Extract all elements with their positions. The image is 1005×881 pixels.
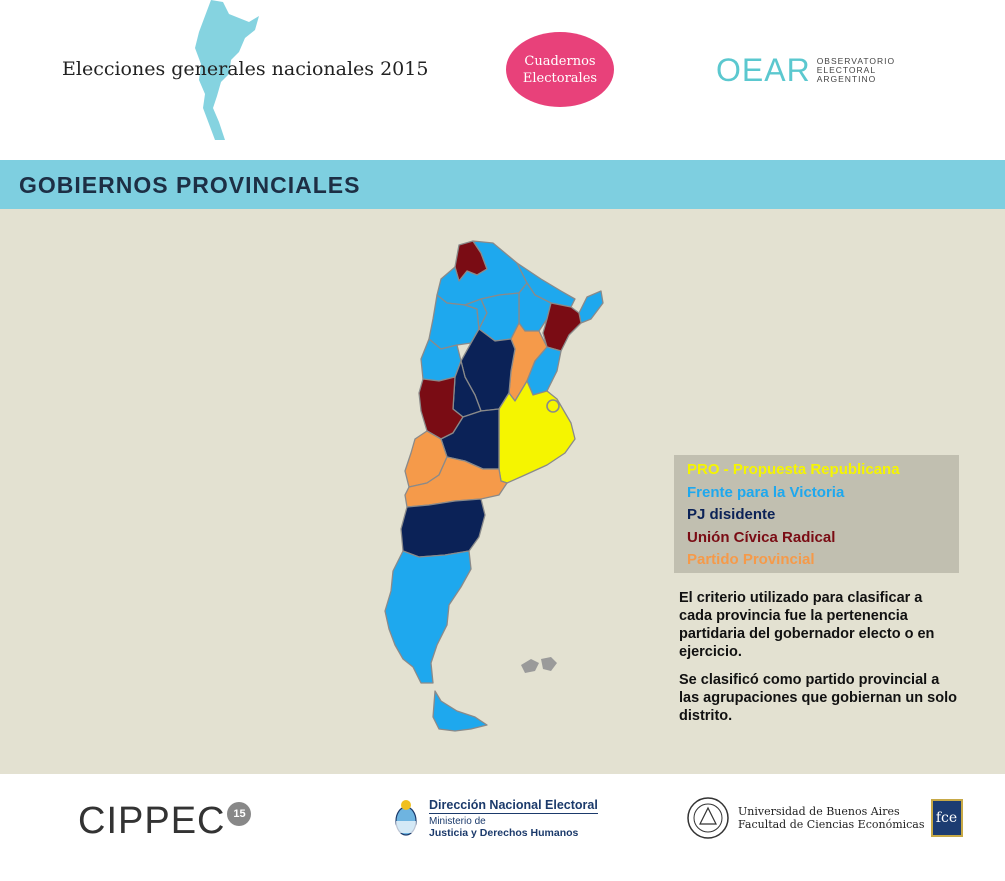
province-misiones [579,291,603,323]
legend-item: PJ disidente [687,506,776,523]
section-title: GOBIERNOS PROVINCIALES [19,172,361,198]
cuadernos-electorales-logo [506,32,614,107]
header [0,0,1005,160]
province-tierra-del-fuego [433,691,487,731]
uba-line2: Facultad de Ciencias Económicas [738,818,925,831]
legend-item: PRO - Propuesta Republicana [687,461,900,478]
uba-line1: Universidad de Buenos Aires [738,805,900,818]
dne-text [429,798,598,839]
note-paragraph-2: Se clasificó como partido provincial a las agrupaciones que gobiernan un solo distrito. [679,672,957,724]
legend [674,455,959,573]
province-chubut [401,499,485,557]
section-bar [0,160,1005,209]
cuadernos-line1: Cuadernos [524,53,596,69]
cuadernos-line2: Electorales [522,70,598,86]
legend-item: Frente para la Victoria [687,483,845,501]
uba-fce-logo [686,796,963,840]
cippec-logo [78,800,251,843]
oear-line2: ELECTORAL [816,65,877,75]
oear-line3: ARGENTINO [816,74,877,84]
footer [0,774,1005,881]
main-panel [0,209,1005,774]
fce-badge-text: fce [935,810,958,826]
national-coat-of-arms-icon [393,799,419,839]
province-corrientes [543,303,581,351]
dne-logo [393,798,598,839]
page-title: Elecciones generales nacionales 2015 [62,58,429,80]
province-santa-cruz [385,551,471,683]
oear-logo [716,52,895,89]
argentina-provinces-map [375,239,615,739]
oear-words [817,57,895,84]
note-paragraph-1: El criterio utilizado para clasificar a cada provincia fue la pertenencia partidaria del gobernador electo o en ejercicio. [679,590,935,660]
uba-text [738,805,925,831]
oear-line1: OBSERVATORIO [816,56,896,66]
dne-title: Dirección Nacional Electoral [429,798,598,812]
dne-ministry-line1: Ministerio de [429,816,486,827]
cippec-text: CIPPEC [78,800,226,842]
oear-mark: OEAR [716,52,811,88]
cippec-anniversary-badge: 15 [227,802,251,826]
fce-badge [931,799,963,837]
malvinas-islands [521,657,557,673]
legend-item: Partido Provincial [687,551,815,568]
uba-seal-icon [686,796,730,840]
dne-ministry-line2: Justicia y Derechos Humanos [429,827,579,839]
methodology-note [679,589,959,735]
province-buenos-aires [499,381,575,483]
caba-marker [547,400,559,412]
legend-item: Unión Cívica Radical [687,528,836,546]
